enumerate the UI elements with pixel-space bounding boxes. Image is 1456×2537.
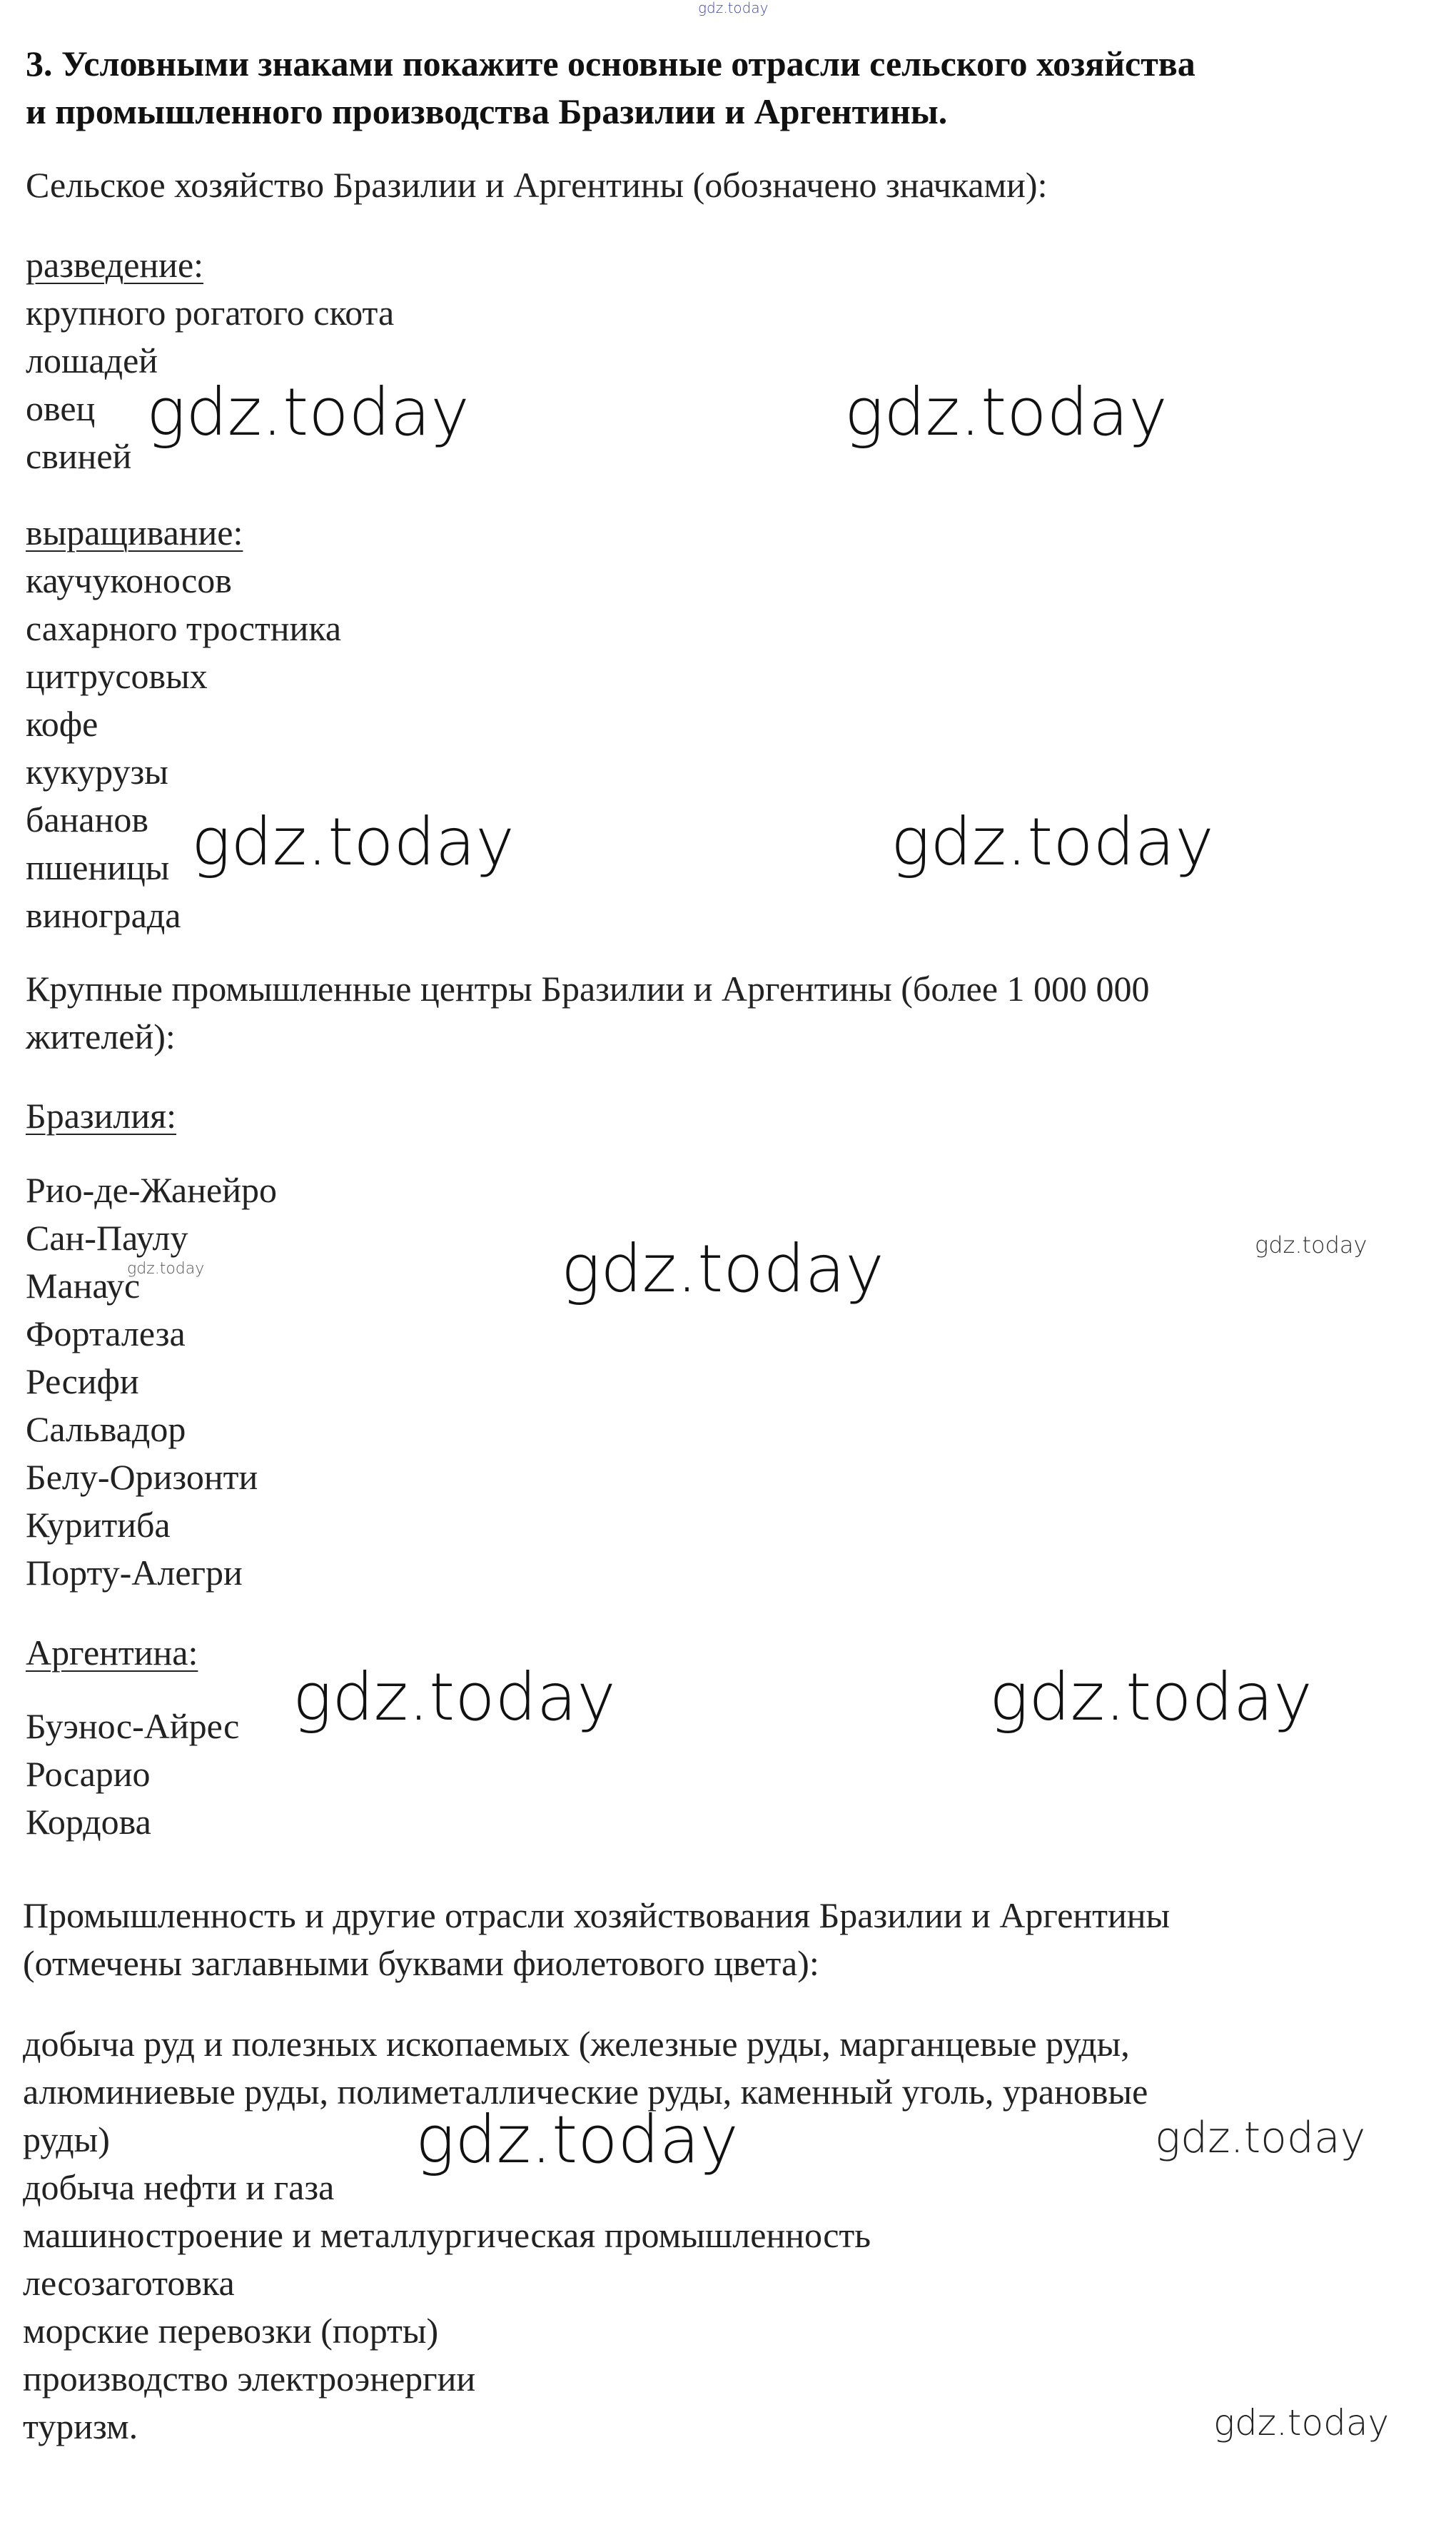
watermark: gdz.today	[561, 1231, 884, 1307]
list-item: Форталеза	[26, 1313, 186, 1353]
industry-intro-line: (отмечены заглавными буквами фиолетового цвета):	[23, 1943, 819, 1983]
list-item: морские перевозки (порты)	[23, 2311, 439, 2351]
list-item: каучуконосов	[26, 560, 232, 600]
list-item: пшеницы	[26, 847, 170, 887]
watermark: gdz.today	[415, 2102, 739, 2178]
list-item: туризм.	[23, 2406, 138, 2446]
list-item: машиностроение и металлургическая промышленность	[23, 2215, 871, 2255]
list-item: лошадей	[26, 341, 158, 380]
argentina-cities	[26, 1703, 239, 1846]
list-item: руды)	[23, 2119, 110, 2159]
list-item: Порту-Алегри	[26, 1553, 243, 1593]
watermark: gdz.today	[1255, 1231, 1367, 1259]
task-title-line: 3. Условными знаками покажите основные отрасли сельского хозяйства	[26, 44, 1195, 84]
watermark: gdz.today	[191, 804, 515, 880]
watermark: gdz.today	[127, 1260, 205, 1278]
centers-intro-line: жителей):	[26, 1017, 176, 1056]
industry-list	[23, 2020, 1148, 2451]
list-item: добыча руд и полезных ископаемых (железные руды, марганцевые руды,	[23, 2024, 1130, 2064]
argentina-heading: Аргентина:	[26, 1633, 198, 1673]
list-item: бананов	[26, 800, 148, 839]
list-item: цитрусовых	[26, 656, 208, 696]
industry-intro	[23, 1892, 1170, 1987]
list-item: лесозаготовка	[23, 2263, 235, 2303]
watermark: gdz.today	[1155, 2113, 1366, 2163]
list-item: Росарио	[26, 1754, 151, 1794]
list-item: сахарного тростника	[26, 608, 342, 648]
watermark: gdz.today	[844, 374, 1168, 450]
watermark: gdz.today	[698, 0, 769, 16]
industry-intro-line: Промышленность и другие отрасли хозяйствования Бразилии и Аргентины	[23, 1895, 1171, 1935]
list-item: овец	[26, 388, 96, 428]
list-item: Буэнос-Айрес	[26, 1706, 240, 1746]
growing-heading: выращивание:	[26, 513, 243, 553]
watermark: gdz.today	[989, 1659, 1313, 1735]
watermark: gdz.today	[293, 1659, 616, 1735]
breeding-heading: разведение:	[26, 245, 204, 285]
watermark: gdz.today	[146, 374, 470, 450]
agri-intro: Сельское хозяйство Бразилии и Аргентины (обозначено значками):	[26, 165, 1048, 205]
centers-intro	[26, 965, 1150, 1061]
list-item: свиней	[26, 436, 132, 476]
list-item: Куритиба	[26, 1505, 171, 1545]
list-item: кукурузы	[26, 752, 168, 792]
brazil-cities	[26, 1166, 277, 1597]
list-item: винограда	[26, 895, 181, 935]
list-item: Сан-Паулу	[26, 1218, 188, 1258]
list-item: алюминиевые руды, полиметаллические руды, каменный уголь, урановые	[23, 2072, 1148, 2112]
watermark: gdz.today	[891, 804, 1214, 880]
centers-intro-line: Крупные промышленные центры Бразилии и Аргентины (более 1 000 000	[26, 969, 1150, 1009]
list-item: Сальвадор	[26, 1409, 186, 1449]
list-item: производство электроэнергии	[23, 2359, 476, 2399]
list-item: добыча нефти и газа	[23, 2167, 335, 2207]
list-item: крупного рогатого скота	[26, 293, 395, 333]
list-item: кофе	[26, 704, 98, 744]
list-item: Манаус	[26, 1266, 141, 1306]
list-item: Рио-де-Жанейро	[26, 1170, 277, 1210]
task-title	[26, 40, 1195, 136]
list-item: Белу-Оризонти	[26, 1457, 258, 1497]
task-title-line: и промышленного производства Бразилии и Аргентины.	[26, 91, 948, 131]
list-item: Кордова	[26, 1802, 151, 1842]
list-item: Ресифи	[26, 1361, 139, 1401]
watermark: gdz.today	[1213, 2402, 1390, 2443]
brazil-heading: Бразилия:	[26, 1096, 177, 1136]
